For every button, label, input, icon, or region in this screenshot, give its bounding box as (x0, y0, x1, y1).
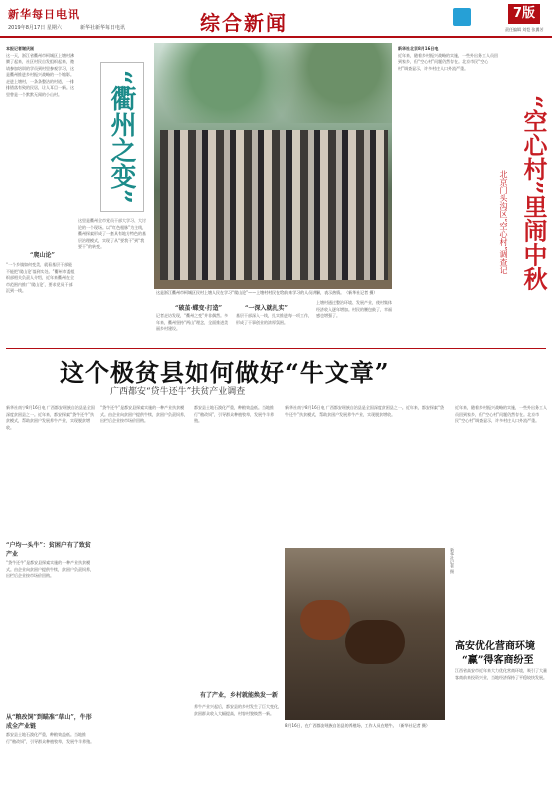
body-text: 这里是衢州全市党员干部大学习、大讨论的一个现场。以“红色根脉”为主线，衢州探索形成了一套具有地方特色的基层治理模式，实现了从“要我干”到“我要干”的转变。 (78, 218, 147, 249)
issue-date: 2019年8月17日 星期六 (8, 25, 62, 31)
page-number: 7版 (508, 4, 540, 24)
right-column (398, 46, 498, 346)
right-feature-title: “空心村”里闹中秋 (519, 95, 548, 291)
photo-caption: 这是浙江衢州市柯城区民村上塘人民在学习“爬山论”——上塘村村民在给前来学习的人员讲解，表示热情。（新华社记者 摄） (156, 290, 378, 295)
page-header (0, 0, 552, 38)
cow-dark (345, 620, 405, 664)
body-text: 都安县土地石漠化严重，种粮效益低。当地推行“粮改饲”，引导群众种植牧草，发展牛羊养殖。 (6, 732, 95, 744)
body-text: 养牛产业兴起后，都安县的乡村发生了巨大变化，贫困群众收入大幅提高，村容村貌焕然一新。 (194, 704, 282, 716)
sub-heading: “户均一头牛”：贫困户有了致贫产业 (6, 542, 91, 558)
body-text: 江西省高安市近年来大力优化营商环境，吸引了大量客商前来投资兴业，当地经济保持了平稳较快发展。 (455, 668, 547, 680)
sub-heading: “爬山论” (30, 252, 55, 259)
main-column-4 (285, 405, 445, 545)
right-lower-column (455, 405, 547, 633)
qr-code-icon (453, 8, 471, 26)
body-text: 都安县土地石漠化严重，种粮效益低。当地推行“粮改饲”，引导群众种植牧草，发展牛羊养殖。 (194, 405, 275, 423)
newspaper-logo: 新华每日电讯 (8, 8, 80, 21)
body-text: “一个乡镇如何变美，就看基层干部能不能把‘爬山论’落到实处。”衢州市委组织部相关负责人介绍，近年来衢州在全市范围内推广‘爬山论’，要求党员干部沉到一线。 (6, 262, 75, 293)
sub-heading: “一深入就扎实” (245, 305, 288, 312)
cow-photo-credit: 新华社记者 摄 (450, 548, 455, 574)
main-column-1c (6, 732, 96, 796)
section-title: 综合新闻 (200, 11, 288, 35)
cow-photo-caption: 8月16日，在广西都安瑶族自治县的养殖场，工作人员在喂牛。（新华社记者 摄） (285, 723, 430, 728)
main-headline: 这个极贫县如何做好“牛文章” (60, 358, 390, 387)
feature-title: “衢州之变” (106, 70, 136, 204)
body-text: 基层干部深入一线，扎实推进每一项工作，形成了干事创业的浓厚氛围。 (236, 313, 312, 325)
photo-trees (154, 43, 392, 123)
column-3 (156, 313, 232, 348)
right-feature-subtitle: 北京门头沟区“空心村”调查记 (499, 170, 508, 275)
column-3b (236, 313, 312, 348)
main-column-2 (100, 405, 190, 795)
cow-brown (300, 600, 350, 640)
main-column-1b (6, 560, 96, 710)
sub-heading: 从“粮改饲”到瞄准“草山”，牛形成全产业链 (6, 714, 92, 730)
column-1-lower (6, 262, 76, 348)
column-2 (78, 218, 148, 348)
main-subheadline: 广西都安“贷牛还牛”扶贫产业调查 (110, 387, 246, 397)
photo-people (160, 130, 388, 280)
body-text: 近年来，随着乡村振兴战略的实施，一些外出务工人员回到家乡，但“空心村”问题仍然存在。北京市民“空心村”调查显示，许多村庄人口外流严重。 (455, 405, 547, 423)
editor-credit: 责任编辑 刘恺 张翼芳 (505, 27, 544, 32)
byline: 本报记者谢庆刚 (6, 46, 34, 51)
main-column-3 (194, 405, 282, 685)
sub-heading: “破茧·蝶变·打造” (175, 305, 223, 312)
divider (6, 348, 546, 349)
sub-heading: 有了产业，乡村就能焕发一新 (200, 692, 279, 699)
main-column-3b (194, 704, 282, 796)
column-4 (316, 300, 392, 348)
body-text: “贷牛还牛”是都安县探索实施的一种产业扶贫模式。由企业向贫困户提供牛犊，贫困户负责饲养，出栏后企业按市场价回购。 (100, 405, 188, 423)
body-text: 记者走访发现，“衢州之变”并非偶然。多年来，衢州坚持“两山”理念，全面推进美丽乡村建设。 (156, 313, 229, 331)
byline: 新华社北京8月16日电 (398, 46, 439, 51)
main-column-1 (6, 405, 96, 545)
business-subheadline: “赢”得客商纷至 (462, 655, 534, 666)
business-headline: 高安优化营商环境 (455, 641, 535, 652)
body-text: 近年来，随着乡村振兴战略的实施，一些外出务工人员回到家乡，但“空心村”问题仍然存在。北京市民“空心村”调查显示，许多村庄人口外流严重。 (398, 52, 498, 71)
body-text: “贷牛还牛”是都安县探索实施的一种产业扶贫模式。由企业向贫困户提供牛犊，贫困户负责饲养，出栏后企业按市场价回购。 (6, 560, 94, 578)
body-text: 新华社南宁8月16日电 广西都安瑶族自治县是全国深度贫困县之一。近年来，都安探索“贷牛还牛”扶贫模式，帮助贫困户发展养牛产业，实现脱贫增收。 (6, 405, 95, 430)
body-text: 上塘村通过整治环境、发展产业，使村集体经济收入逐年增加。村民的腰包鼓了，幸福感也增强了。 (316, 300, 392, 318)
business-column (455, 668, 547, 796)
body-text: 这一天，浙江省衢州市柯城区上塘村沸腾了起来，社区村民自发组织起来，邀请参加培训的学员到村里参观学习，这是衢州推进乡村振兴战略的一个缩影。走进上塘村，一条条整洁的村道，一排排错落有致的民居，让人耳目一新。这里曾是一个默默无闻的小山村。 (6, 52, 74, 97)
body-text: 新华社南宁8月16日电 广西都安瑶族自治县是全国深度贫困县之一。近年来，都安探索“贷牛还牛”扶贫模式，帮助贫困户发展养牛产业，实现脱贫增收。 (285, 405, 444, 417)
publisher-line: 新华社新华每日电讯 (80, 25, 126, 31)
